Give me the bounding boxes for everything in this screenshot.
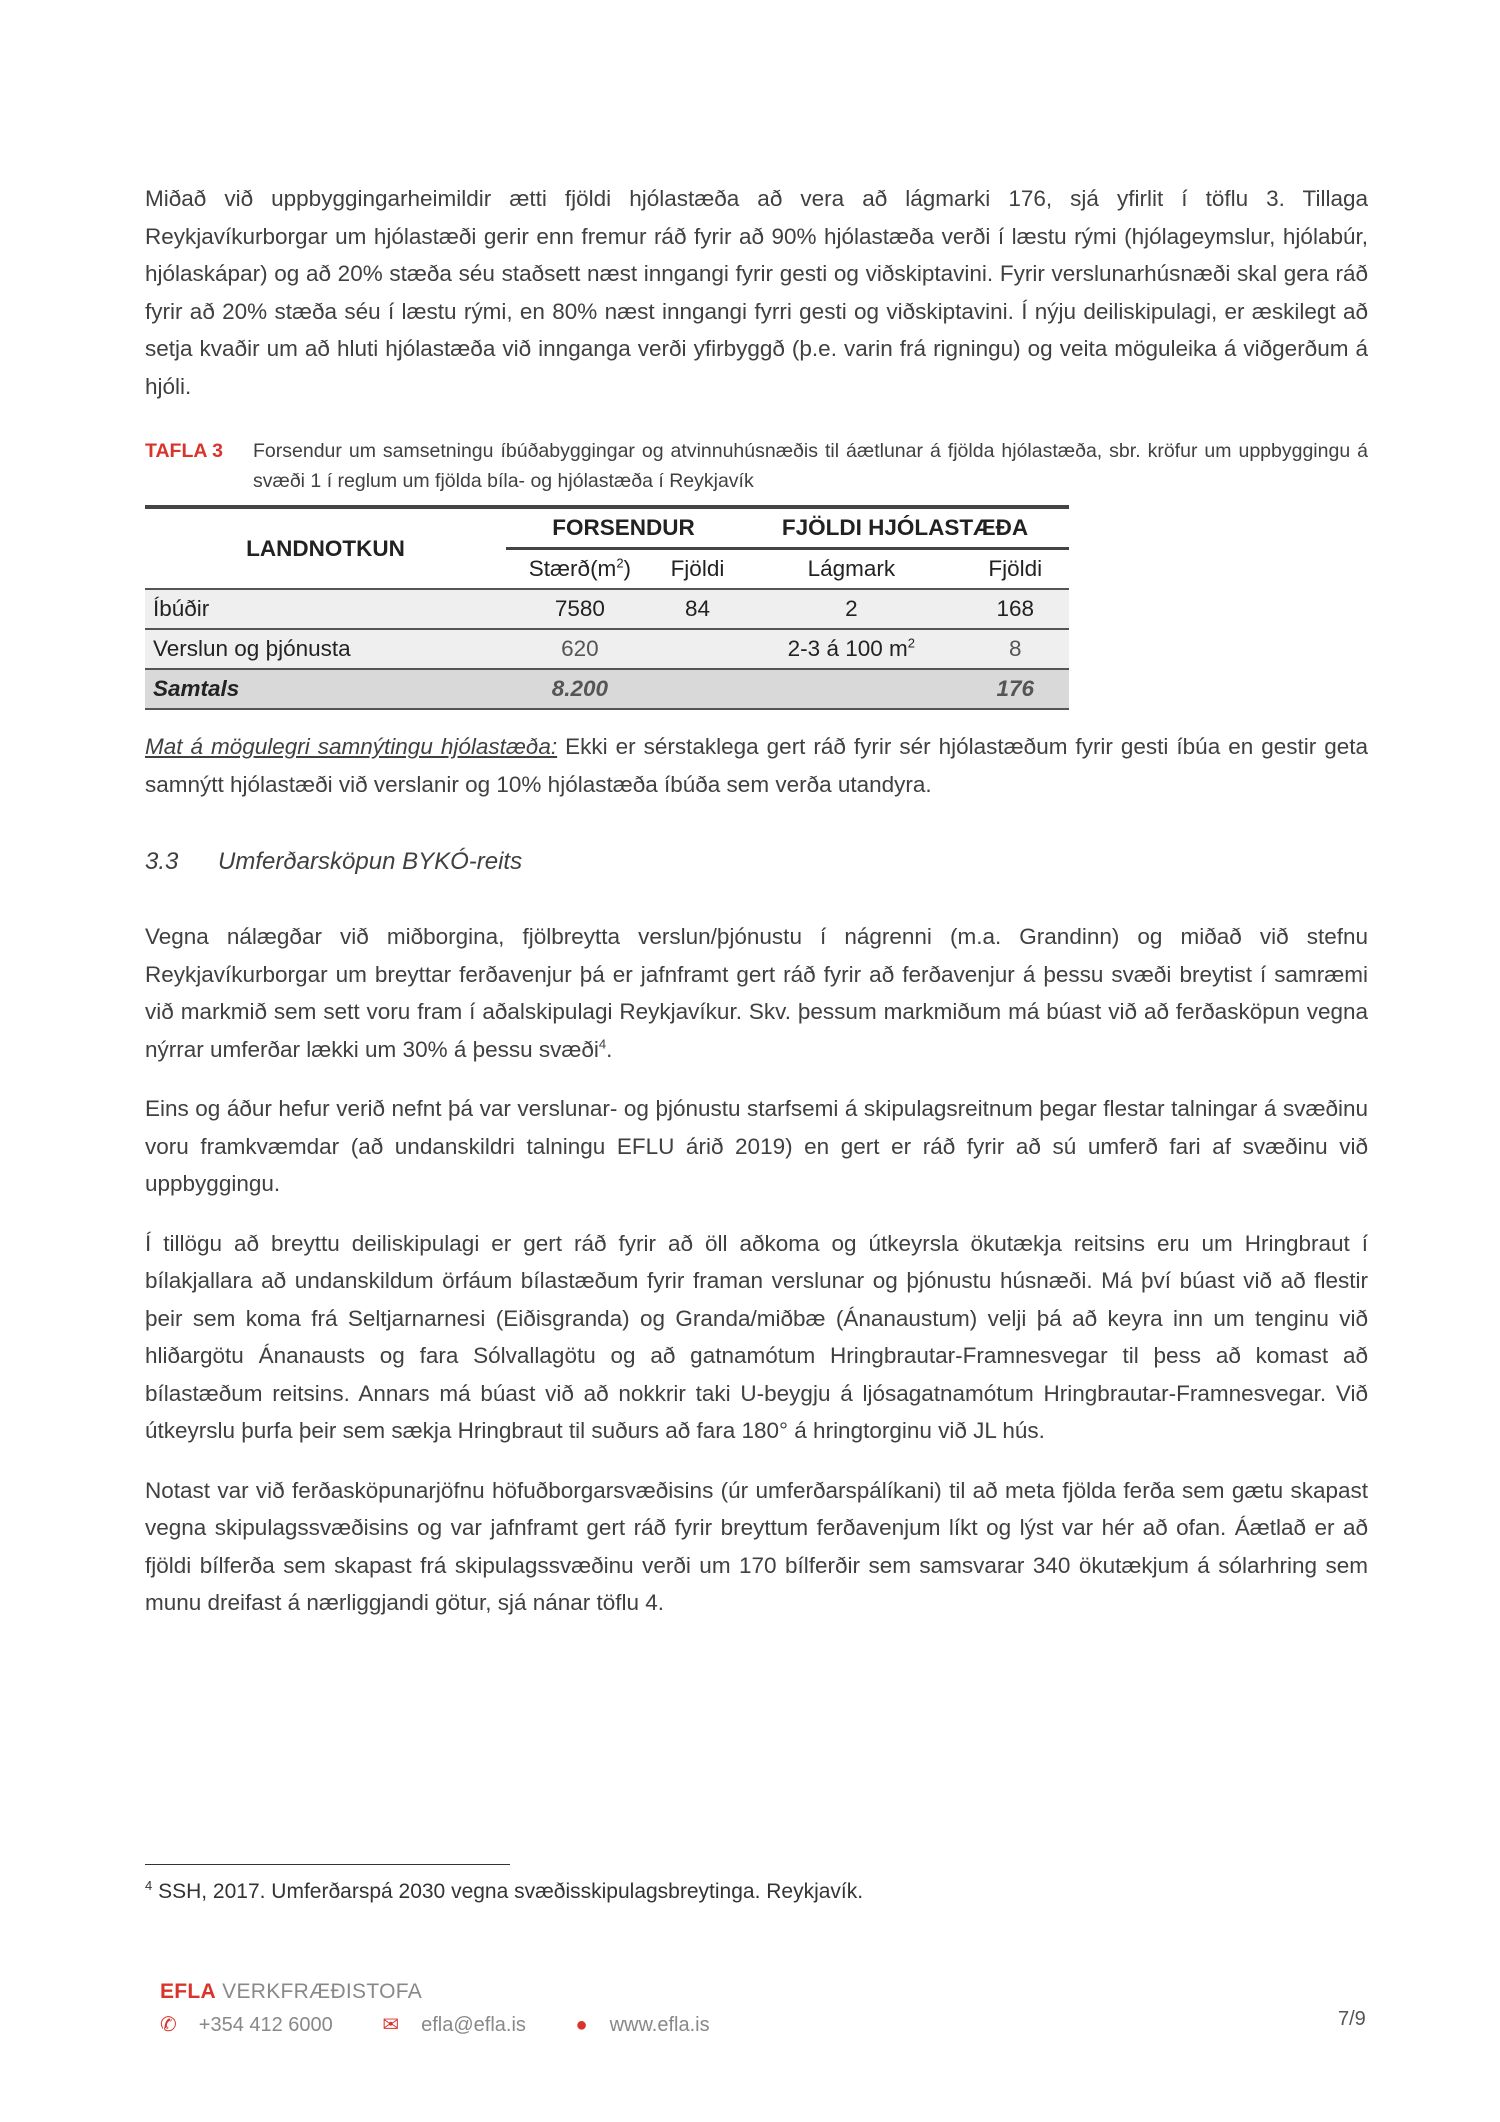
paragraph-text: Í tillögu að breyttu deiliskipulagi er gert ráð fyrir að öll aðkoma og útkeyrsla ökutækja reitsins eru um Hringbraut í bílakjallara að undanskildum örfáum bílastæðum fyrir framan verslunar og þjónustu húsnæði. Má því búast við að flestir þeir sem koma frá Seltjarnarnesi (Eiðisgranda) og Granda/miðbæ (Ánanaustum) velji þá að keyra inn um tenginu við hliðargötu Ánanausts og fara Sólvallagötu og að gatnamótum Hringbrautar-Framnesvegar til þess að komast að bílastæðum reitsins. Annars má búast við að nokkrir taki U-beygju á ljósagatnamótum Hringbrautar-Framnesvegar. Við útkeyrslu þurfa þeir sem sækja Hringbraut til suðurs að fara 180° á hringtorginu við JL hús. — [145, 1230, 1368, 1443]
bike-parking-table — [145, 505, 1069, 710]
footnote-divider — [145, 1864, 510, 1865]
section-heading — [145, 848, 522, 876]
cell-total-hjol: 176 — [962, 669, 1069, 709]
cell-name: Verslun og þjónusta — [145, 629, 506, 669]
header-staerd: $Stærð(m^2)$ — [528, 555, 632, 581]
intro-paragraph — [145, 180, 1368, 405]
header-fjoldi: Fjöldi — [670, 556, 725, 581]
paragraph-text: Vegna nálægðar við miðborgina, fjölbreytta verslun/þjónustu í nágrenni (m.a. Grandinn) og miðað við stefnu Reykjavíkurborgar um breyttar ferðavenjur þá er jafnframt gert ráð fyrir að ferðavenjur á þessu svæði breytist í samræmi við markmið sem sett voru fram í aðalskipulagi Reykjavíkur. Skv. þessum markmiðum má búast við að ferðasköpun vegna nýrrar umferðar lækki um 30% á þessu svæði$^4$. — [145, 924, 1368, 1062]
mat-text: Ekki er sérstaklega gert ráð fyrir sér hjólastæðum fyrir gesti íbúa en gestir geta samnýtt hjólastæði við verslanir og 10% hjólastæða íbúða sem verða utandyra. — [145, 734, 1369, 797]
globe-icon: ● — [575, 2014, 588, 2036]
footer-email[interactable]: efla@efla.is — [421, 2014, 526, 2036]
section-title: Umferðarsköpun BYKÓ-reits — [218, 848, 523, 875]
mail-icon: ✉ — [382, 2014, 400, 2036]
cell-hjol: 168 — [962, 589, 1069, 629]
cell-staerd: 7580 — [506, 589, 654, 629]
cell-fjoldi: 84 — [654, 589, 741, 629]
footer-contacts — [160, 2012, 754, 2037]
header-fjoldi-hjol: Fjöldi — [988, 556, 1043, 581]
cell-staerd: 620 — [506, 629, 654, 669]
header-lagmark: Lágmark — [807, 556, 896, 581]
cell-lagmark: 2 — [741, 589, 962, 629]
cell-fjoldi — [654, 629, 741, 669]
page-number: 7/9 — [1338, 2008, 1366, 2030]
paragraph-text: Eins og áður hefur verið nefnt þá var verslunar- og þjónustu starfsemi á skipulagsreitnum þegar flestar talningar á svæðinu voru framkvæmdar (að undanskildri talningu EFLU árið 2019) en gert er ráð fyrir að sú umferð fari af svæðinu við uppbyggingu. — [145, 1096, 1368, 1196]
table-total-row — [145, 669, 1069, 709]
section-body — [145, 918, 1368, 1622]
cell-total-staerd: 8.200 — [506, 669, 654, 709]
paragraph-text: Notast var við ferðasköpunarjöfnu höfuðborgarsvæðisins (úr umferðarspálíkani) til að meta fjölda ferða sem gætu skapast vegna skipulagssvæðisins og var jafnframt gert ráð fyrir breyttum ferðavenjum líkt og lýst var hér að ofan. Áætlað er að fjöldi bílferða sem skapast frá skipulagssvæðinu verði um 170 bílferðir sem samsvarar 340 ökutækjum á sólarhring sem munu dreifast á nærliggjandi götur, sjá nánar töflu 4. — [145, 1477, 1368, 1615]
header-fjoldi-hjolastaeda: FJÖLDI HJÓLASTÆÐA — [741, 507, 1069, 549]
mat-paragraph — [145, 728, 1368, 803]
cell-total-name: Samtals — [145, 669, 506, 709]
footer-web[interactable]: www.efla.is — [609, 2014, 710, 2036]
footer-brand: EFLA VERKFRÆÐISTOFA — [160, 1980, 423, 2003]
cell-hjol: 8 — [962, 629, 1069, 669]
footnote-ref[interactable]: 4 — [598, 1036, 607, 1051]
logo-efla: EFLA — [160, 1980, 217, 2003]
paragraph-text: Miðað við uppbyggingarheimildir ætti fjöldi hjólastæða að vera að lágmarki 176, sjá yfirlit í töflu 3. Tillaga Reykjavíkurborgar um hjólastæði gerir enn fremur ráð fyrir að 90% hjólastæða verði í læstu rými (hjólageymslur, hjólabúr, hjólaskápar) og að 20% stæða séu staðsett næst inngangi fyrir gesti og viðskiptavini. Fyrir verslunarhúsnæði skal gera ráð fyrir að 20% stæða séu í læstu rými, en 80% næst inngangi fyrri gesti og viðskiptavini. Í nýju deiliskipulagi, er æskilegt að setja kvaðir um að hluti hjólastæða við innganga verði yfirbyggð (þ.e. varin frá rigningu) og veita möguleika á viðgerðum á hjóli. — [145, 186, 1368, 399]
table-caption-text: Forsendur um samsetningu íbúðabyggingar og atvinnuhúsnæðis til áætlunar á fjölda hjólastæða, sbr. kröfur um uppbyggingu á svæði 1 í reglum um fjölda bíla- og hjólastæða í Reykjavík — [253, 440, 1368, 492]
table-row — [145, 589, 1069, 629]
header-landnotkun: LANDNOTKUN — [246, 535, 405, 561]
footer-phone: +354 412 6000 — [198, 2014, 333, 2036]
phone-icon: ✆ — [160, 2014, 177, 2036]
header-forsendur: FORSENDUR — [506, 507, 741, 549]
section-number: 3.3 — [145, 848, 179, 875]
cell-lagmark: 2-3 á 100 $m^2$ — [741, 629, 962, 669]
footnote: $^4$ SSH, 2017. Umferðarspá 2030 vegna svæðisskipulagsbreytinga. Reykjavík. — [145, 1878, 864, 1903]
table-caption — [145, 436, 1368, 496]
mat-label: Mat á mögulegri samnýtingu hjólastæða: — [145, 734, 558, 759]
table-label: TAFLA 3 — [145, 440, 223, 462]
table-row — [145, 629, 1069, 669]
cell-name: Íbúðir — [145, 589, 506, 629]
